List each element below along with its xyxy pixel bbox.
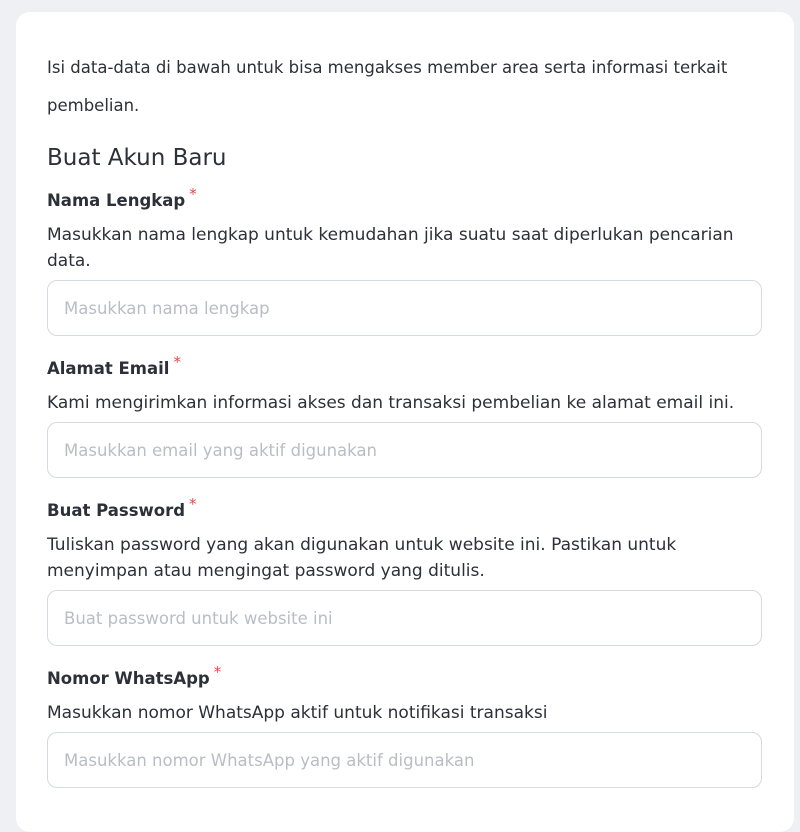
email-description: Kami mengirimkan informasi akses dan transaksi pembelian ke alamat email ini. bbox=[47, 393, 735, 413]
required-asterisk: * bbox=[173, 353, 181, 371]
full-name-input[interactable] bbox=[47, 280, 762, 336]
whatsapp-input[interactable] bbox=[47, 732, 762, 788]
password-description: Tuliskan password yang akan digunakan untuk website ini. Pastikan untuk menyimpan atau mengingat password yang ditulis. bbox=[47, 535, 677, 581]
password-label bbox=[47, 495, 197, 522]
whatsapp-label-text: Nomor WhatsApp bbox=[47, 669, 210, 688]
registration-form-card bbox=[16, 12, 794, 832]
password-input[interactable] bbox=[47, 590, 762, 646]
whatsapp-label bbox=[47, 663, 222, 690]
required-asterisk: * bbox=[213, 663, 222, 681]
full-name-label bbox=[47, 185, 197, 212]
email-input[interactable] bbox=[47, 422, 762, 478]
required-asterisk: * bbox=[189, 185, 197, 203]
section-title: Buat Akun Baru bbox=[47, 145, 227, 171]
full-name-description: Masukkan nama lengkap untuk kemudahan jika suatu saat diperlukan pencarian data. bbox=[47, 225, 734, 271]
password-label-text: Buat Password bbox=[47, 501, 186, 520]
full-name-label-text: Nama Lengkap bbox=[47, 191, 186, 210]
whatsapp-description: Masukkan nomor WhatsApp aktif untuk notifikasi transaksi bbox=[47, 703, 548, 723]
email-label bbox=[47, 353, 181, 380]
intro-text: Isi data-data di bawah untuk bisa mengakses member area serta informasi terkait pembelian. bbox=[47, 58, 728, 115]
email-label-text: Alamat Email bbox=[47, 359, 170, 378]
required-asterisk: * bbox=[189, 495, 197, 513]
